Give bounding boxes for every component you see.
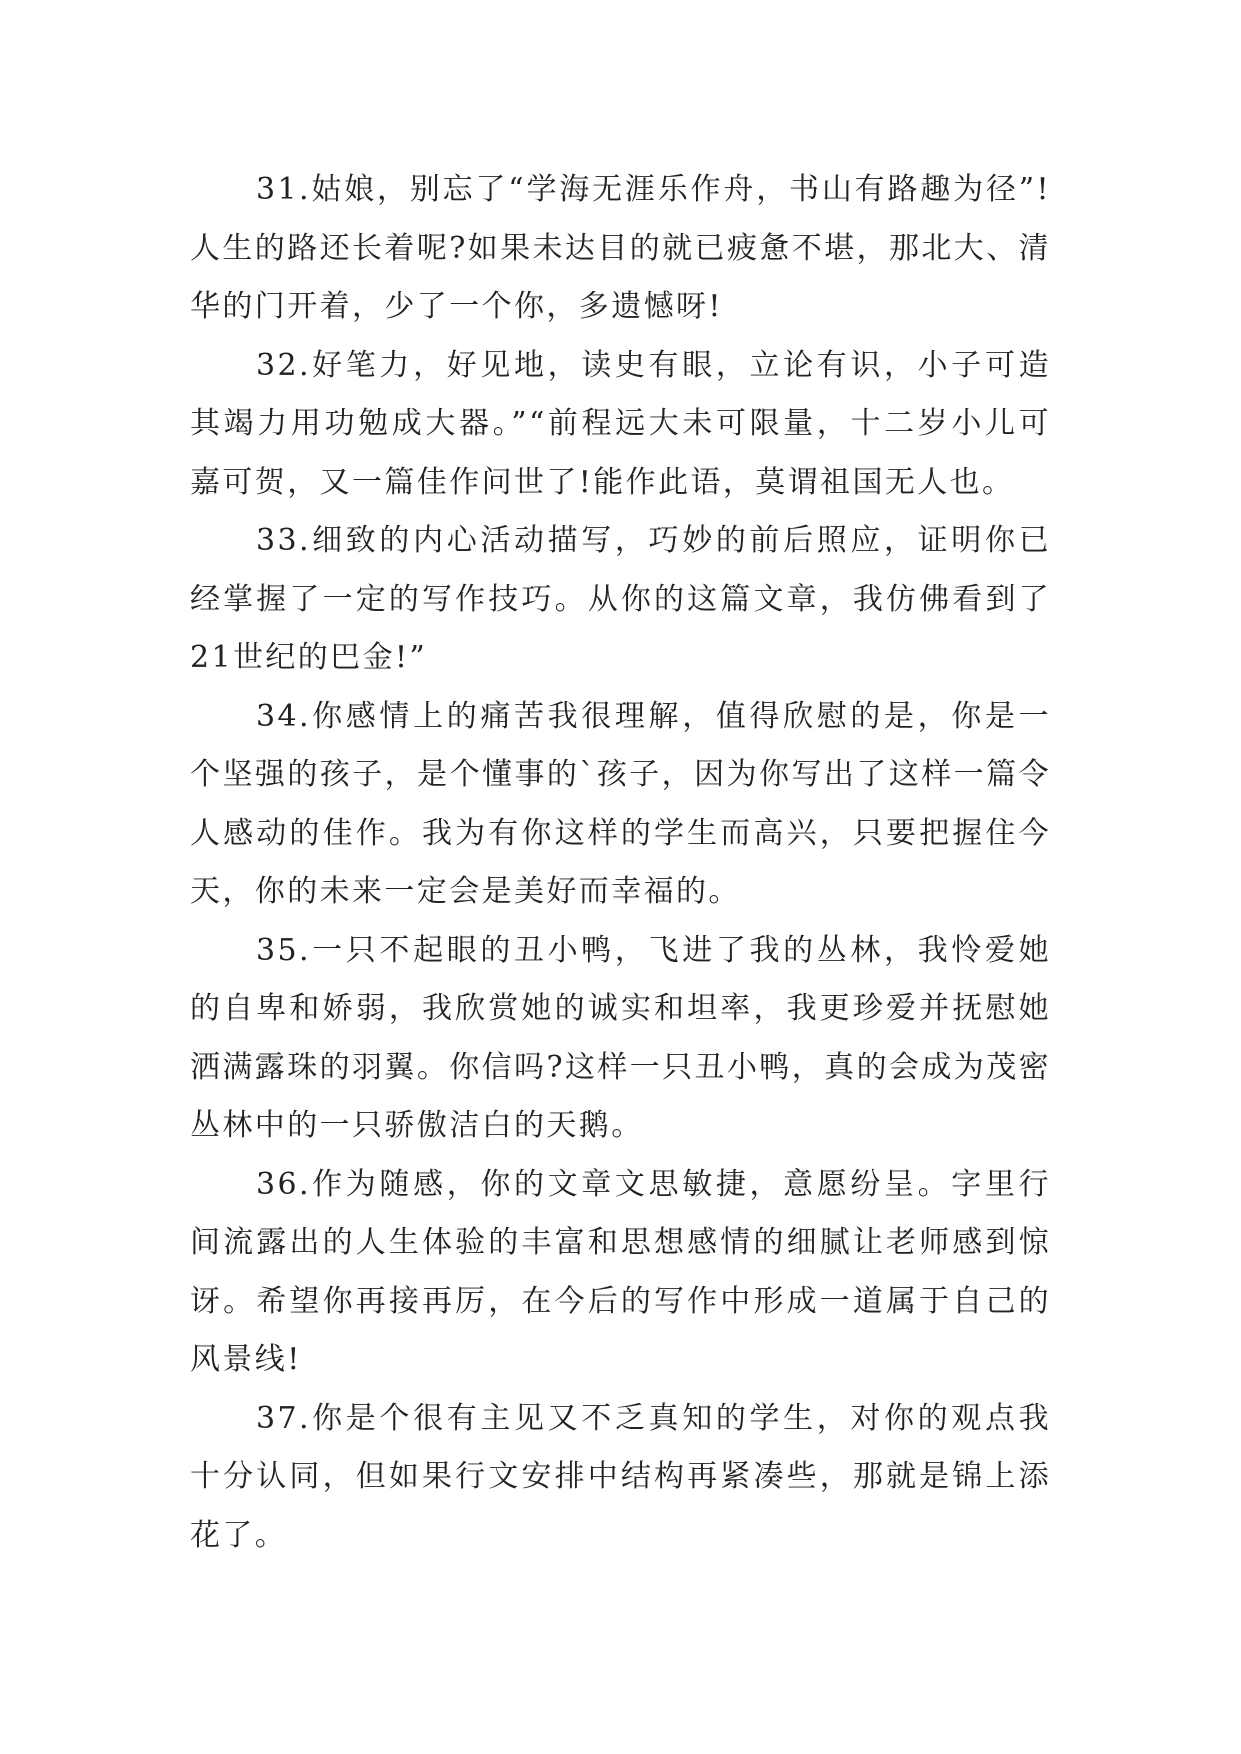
- comment-paragraph-36: 36.作为随感，你的文章文思敏捷，意愿纷呈。字里行间流露出的人生体验的丰富和思想感情的细腻让老师感到惊讶。希望你再接再厉，在今后的写作中形成一道属于自己的风景线!: [190, 1166, 1051, 1377]
- comment-paragraph-34: 34.你感情上的痛苦我很理解，值得欣慰的是，你是一个坚强的孩子，是个懂事的`孩子，因为你写出了这样一篇令人感动的佳作。我为有你这样的学生而高兴，只要把握住今天，你的未来一定会是美好而幸福的。: [190, 698, 1051, 909]
- comment-paragraph-37: 37.你是个很有主见又不乏真知的学生，对你的观点我十分认同，但如果行文安排中结构再紧凑些，那就是锦上添花了。: [190, 1400, 1051, 1553]
- comment-paragraph-35: 35.一只不起眼的丑小鸭，飞进了我的丛林，我怜爱她的自卑和娇弱，我欣赏她的诚实和坦率，我更珍爱并抚慰她洒满露珠的羽翼。你信吗?这样一只丑小鸭，真的会成为茂密丛林中的一只骄傲洁白的天鹅。: [190, 932, 1051, 1143]
- comment-paragraph-32: 32.好笔力，好见地，读史有眼，立论有识，小子可造其竭力用功勉成大器。”“前程远大未可限量，十二岁小儿可嘉可贺，又一篇佳作问世了!能作此语，莫谓祖国无人也。: [190, 347, 1051, 500]
- comment-paragraph-33: 33.细致的内心活动描写，巧妙的前后照应，证明你已经掌握了一定的写作技巧。从你的这篇文章，我仿佛看到了21世纪的巴金!”: [190, 523, 1051, 675]
- comment-paragraph-31: 31.姑娘，别忘了“学海无涯乐作舟，书山有路趣为径”!人生的路还长着呢?如果未达目的就已疲惫不堪，那北大、清华的门开着，少了一个你，多遗憾呀!: [190, 172, 1051, 324]
- document-page: [190, 161, 1051, 1565]
